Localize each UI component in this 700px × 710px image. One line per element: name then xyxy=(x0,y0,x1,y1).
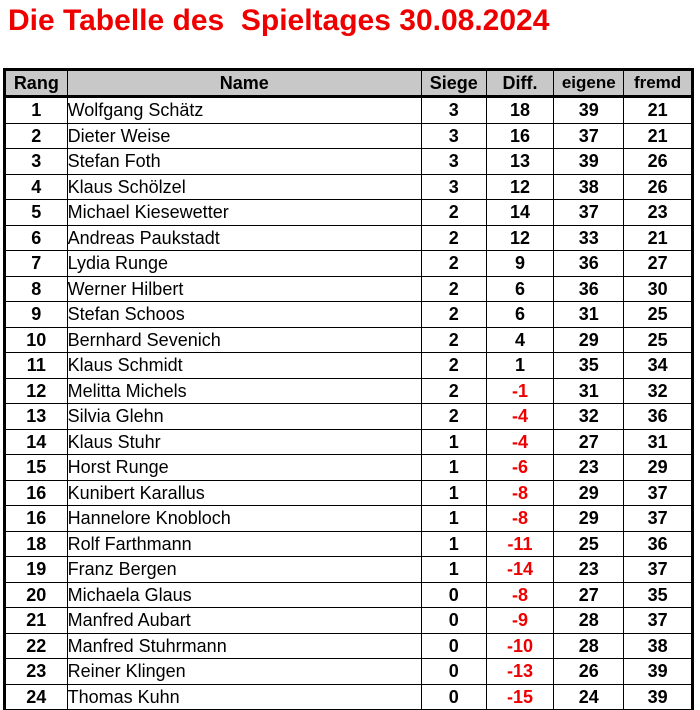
cell-name: Stefan Schoos xyxy=(67,302,421,328)
cell-rang: 20 xyxy=(5,582,68,608)
header-fremd: fremd xyxy=(624,70,693,97)
cell-diff: -13 xyxy=(486,659,554,685)
cell-rang: 7 xyxy=(5,251,68,277)
table-row xyxy=(5,480,693,506)
cell-eigene: 26 xyxy=(554,659,624,685)
cell-rang: 13 xyxy=(5,404,68,430)
cell-eigene: 39 xyxy=(554,97,624,124)
cell-eigene: 37 xyxy=(554,123,624,149)
cell-fremd: 27 xyxy=(624,251,693,277)
cell-eigene: 29 xyxy=(554,506,624,532)
cell-diff: -10 xyxy=(486,633,554,659)
cell-eigene: 25 xyxy=(554,531,624,557)
cell-fremd: 39 xyxy=(624,659,693,685)
cell-diff: -11 xyxy=(486,531,554,557)
cell-fremd: 37 xyxy=(624,480,693,506)
table-row xyxy=(5,225,693,251)
cell-diff: 16 xyxy=(486,123,554,149)
cell-siege: 2 xyxy=(421,251,486,277)
header-eigene: eigene xyxy=(554,70,624,97)
cell-name: Klaus Schölzel xyxy=(67,174,421,200)
cell-eigene: 29 xyxy=(554,327,624,353)
cell-siege: 2 xyxy=(421,276,486,302)
cell-eigene: 35 xyxy=(554,353,624,379)
cell-name: Hannelore Knobloch xyxy=(67,506,421,532)
cell-name: Wolfgang Schätz xyxy=(67,97,421,124)
cell-rang: 2 xyxy=(5,123,68,149)
cell-name: Franz Bergen xyxy=(67,557,421,583)
cell-siege: 0 xyxy=(421,659,486,685)
cell-eigene: 36 xyxy=(554,276,624,302)
cell-siege: 2 xyxy=(421,378,486,404)
cell-siege: 2 xyxy=(421,404,486,430)
cell-name: Thomas Kuhn xyxy=(67,684,421,710)
cell-fremd: 25 xyxy=(624,327,693,353)
cell-diff: 12 xyxy=(486,174,554,200)
cell-name: Reiner Klingen xyxy=(67,659,421,685)
cell-fremd: 30 xyxy=(624,276,693,302)
table-row xyxy=(5,455,693,481)
table-row xyxy=(5,404,693,430)
cell-name: Klaus Schmidt xyxy=(67,353,421,379)
cell-diff: 9 xyxy=(486,251,554,277)
cell-fremd: 23 xyxy=(624,200,693,226)
cell-eigene: 36 xyxy=(554,251,624,277)
cell-diff: -1 xyxy=(486,378,554,404)
cell-diff: -4 xyxy=(486,404,554,430)
table-row xyxy=(5,659,693,685)
cell-fremd: 34 xyxy=(624,353,693,379)
cell-fremd: 26 xyxy=(624,149,693,175)
cell-rang: 10 xyxy=(5,327,68,353)
cell-eigene: 23 xyxy=(554,455,624,481)
cell-diff: 1 xyxy=(486,353,554,379)
cell-rang: 3 xyxy=(5,149,68,175)
cell-eigene: 38 xyxy=(554,174,624,200)
table-header xyxy=(5,70,693,97)
table-row xyxy=(5,378,693,404)
cell-fremd: 29 xyxy=(624,455,693,481)
cell-rang: 18 xyxy=(5,531,68,557)
cell-name: Andreas Paukstadt xyxy=(67,225,421,251)
cell-name: Silvia Glehn xyxy=(67,404,421,430)
cell-diff: -14 xyxy=(486,557,554,583)
cell-siege: 2 xyxy=(421,302,486,328)
cell-rang: 16 xyxy=(5,480,68,506)
table-row xyxy=(5,276,693,302)
cell-rang: 9 xyxy=(5,302,68,328)
cell-siege: 2 xyxy=(421,327,486,353)
cell-siege: 1 xyxy=(421,506,486,532)
header-rang: Rang xyxy=(5,70,68,97)
cell-rang: 22 xyxy=(5,633,68,659)
cell-siege: 3 xyxy=(421,97,486,124)
cell-fremd: 39 xyxy=(624,684,693,710)
cell-diff: 6 xyxy=(486,276,554,302)
cell-diff: -8 xyxy=(486,582,554,608)
cell-eigene: 31 xyxy=(554,378,624,404)
cell-diff: -8 xyxy=(486,480,554,506)
cell-siege: 0 xyxy=(421,582,486,608)
cell-siege: 2 xyxy=(421,225,486,251)
cell-fremd: 21 xyxy=(624,97,693,124)
cell-fremd: 38 xyxy=(624,633,693,659)
cell-siege: 2 xyxy=(421,200,486,226)
cell-name: Dieter Weise xyxy=(67,123,421,149)
cell-diff: 14 xyxy=(486,200,554,226)
table-row xyxy=(5,149,693,175)
cell-rang: 12 xyxy=(5,378,68,404)
cell-name: Horst Runge xyxy=(67,455,421,481)
cell-rang: 19 xyxy=(5,557,68,583)
cell-eigene: 27 xyxy=(554,429,624,455)
cell-rang: 5 xyxy=(5,200,68,226)
table-row xyxy=(5,353,693,379)
cell-diff: -9 xyxy=(486,608,554,634)
cell-fremd: 21 xyxy=(624,225,693,251)
header-row xyxy=(5,70,693,97)
cell-rang: 15 xyxy=(5,455,68,481)
table-row xyxy=(5,608,693,634)
table-body xyxy=(5,97,693,710)
cell-rang: 11 xyxy=(5,353,68,379)
cell-siege: 1 xyxy=(421,557,486,583)
cell-fremd: 37 xyxy=(624,608,693,634)
cell-siege: 3 xyxy=(421,123,486,149)
cell-rang: 6 xyxy=(5,225,68,251)
table-row xyxy=(5,327,693,353)
header-name: Name xyxy=(67,70,421,97)
cell-name: Manfred Aubart xyxy=(67,608,421,634)
cell-siege: 3 xyxy=(421,174,486,200)
cell-name: Stefan Foth xyxy=(67,149,421,175)
cell-eigene: 29 xyxy=(554,480,624,506)
table-row xyxy=(5,506,693,532)
table-row xyxy=(5,531,693,557)
cell-name: Manfred Stuhrmann xyxy=(67,633,421,659)
cell-eigene: 27 xyxy=(554,582,624,608)
cell-name: Rolf Farthmann xyxy=(67,531,421,557)
cell-eigene: 31 xyxy=(554,302,624,328)
cell-siege: 0 xyxy=(421,684,486,710)
cell-fremd: 21 xyxy=(624,123,693,149)
header-diff: Diff. xyxy=(486,70,554,97)
cell-name: Melitta Michels xyxy=(67,378,421,404)
cell-eigene: 24 xyxy=(554,684,624,710)
cell-rang: 23 xyxy=(5,659,68,685)
table-row xyxy=(5,251,693,277)
table-row xyxy=(5,557,693,583)
cell-eigene: 28 xyxy=(554,608,624,634)
table-row xyxy=(5,582,693,608)
cell-diff: -4 xyxy=(486,429,554,455)
cell-rang: 8 xyxy=(5,276,68,302)
table-row xyxy=(5,174,693,200)
cell-eigene: 32 xyxy=(554,404,624,430)
cell-name: Michaela Glaus xyxy=(67,582,421,608)
cell-fremd: 37 xyxy=(624,557,693,583)
cell-fremd: 36 xyxy=(624,531,693,557)
table-row xyxy=(5,97,693,124)
cell-rang: 21 xyxy=(5,608,68,634)
cell-fremd: 36 xyxy=(624,404,693,430)
cell-name: Kunibert Karallus xyxy=(67,480,421,506)
cell-diff: 12 xyxy=(486,225,554,251)
table-row xyxy=(5,633,693,659)
cell-siege: 1 xyxy=(421,480,486,506)
cell-siege: 3 xyxy=(421,149,486,175)
cell-name: Bernhard Sevenich xyxy=(67,327,421,353)
cell-rang: 4 xyxy=(5,174,68,200)
cell-eigene: 39 xyxy=(554,149,624,175)
cell-rang: 24 xyxy=(5,684,68,710)
cell-diff: 4 xyxy=(486,327,554,353)
cell-fremd: 26 xyxy=(624,174,693,200)
cell-diff: 18 xyxy=(486,97,554,124)
cell-siege: 1 xyxy=(421,429,486,455)
cell-fremd: 32 xyxy=(624,378,693,404)
table-row xyxy=(5,684,693,710)
cell-fremd: 25 xyxy=(624,302,693,328)
table-row xyxy=(5,429,693,455)
cell-fremd: 31 xyxy=(624,429,693,455)
cell-name: Michael Kiesewetter xyxy=(67,200,421,226)
cell-name: Lydia Runge xyxy=(67,251,421,277)
cell-eigene: 23 xyxy=(554,557,624,583)
cell-fremd: 37 xyxy=(624,506,693,532)
cell-siege: 0 xyxy=(421,608,486,634)
cell-rang: 16 xyxy=(5,506,68,532)
cell-eigene: 33 xyxy=(554,225,624,251)
cell-diff: -8 xyxy=(486,506,554,532)
cell-name: Werner Hilbert xyxy=(67,276,421,302)
cell-diff: -15 xyxy=(486,684,554,710)
table-row xyxy=(5,302,693,328)
cell-siege: 0 xyxy=(421,633,486,659)
cell-diff: 13 xyxy=(486,149,554,175)
cell-diff: 6 xyxy=(486,302,554,328)
header-siege: Siege xyxy=(421,70,486,97)
cell-rang: 1 xyxy=(5,97,68,124)
cell-fremd: 35 xyxy=(624,582,693,608)
table-row xyxy=(5,200,693,226)
cell-eigene: 28 xyxy=(554,633,624,659)
cell-rang: 14 xyxy=(5,429,68,455)
cell-siege: 1 xyxy=(421,455,486,481)
cell-siege: 1 xyxy=(421,531,486,557)
cell-eigene: 37 xyxy=(554,200,624,226)
standings-table xyxy=(3,68,694,710)
cell-diff: -6 xyxy=(486,455,554,481)
cell-siege: 2 xyxy=(421,353,486,379)
table-row xyxy=(5,123,693,149)
cell-name: Klaus Stuhr xyxy=(67,429,421,455)
page-title: Die Tabelle des Spieltages 30.08.2024 xyxy=(8,4,550,37)
